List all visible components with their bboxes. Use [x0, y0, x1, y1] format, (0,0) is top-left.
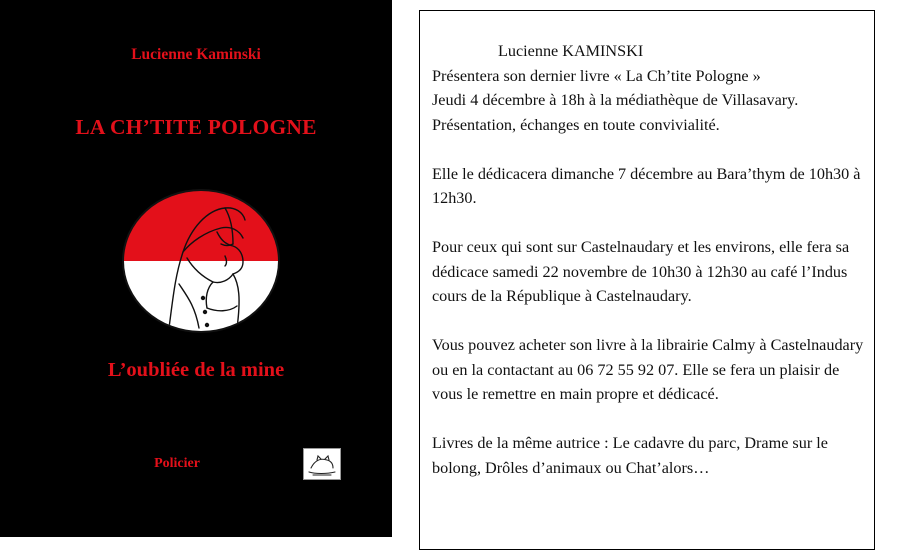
announcement-text [432, 39, 872, 505]
announcement-other-books: Livres de la même autrice : Le cadavre du parc, Drame sur le bolong, Drôles d’animaux ou Chat’alors… [432, 434, 828, 477]
book-cover [0, 0, 392, 537]
cover-genre: Policier [154, 456, 200, 471]
announcement-presentation-line: Présentation, échanges en toute convivialité. [432, 115, 720, 134]
announcement-signing-castelnaudary: Pour ceux qui sont sur Castelnaudary et les environs, elle fera sa dédicace samedi 22 novembre de 10h30 à 12h30 au café l’Indus cours de la République à Castelnaudary. [432, 238, 850, 305]
announcement-book-line: Présentera son dernier livre « La Ch’tite Pologne » [432, 66, 761, 85]
cover-subtitle: L’oubliée de la mine [107, 359, 285, 381]
cover-author: Lucienne Kaminski [131, 46, 261, 63]
announcement-signing-sunday: Elle le dédicacera dimanche 7 décembre au Bara’thym de 10h30 à 12h30. [432, 164, 861, 207]
announcement-purchase-info: Vous pouvez acheter son livre à la librairie Calmy à Castelnaudary ou en la contactant au 06 72 55 92 07. Elle se fera un plaisir de vous le remettre en main propre et dédicacé. [432, 336, 864, 403]
cover-title: LA CH’TITE POLOGNE [75, 115, 317, 139]
cover-illustration [121, 188, 281, 334]
publisher-logo-icon [303, 448, 341, 480]
announcement-event-line: Jeudi 4 décembre à 18h à la médiathèque de Villasavary. [432, 91, 799, 109]
announcement-author: Lucienne KAMINSKI [498, 42, 644, 60]
